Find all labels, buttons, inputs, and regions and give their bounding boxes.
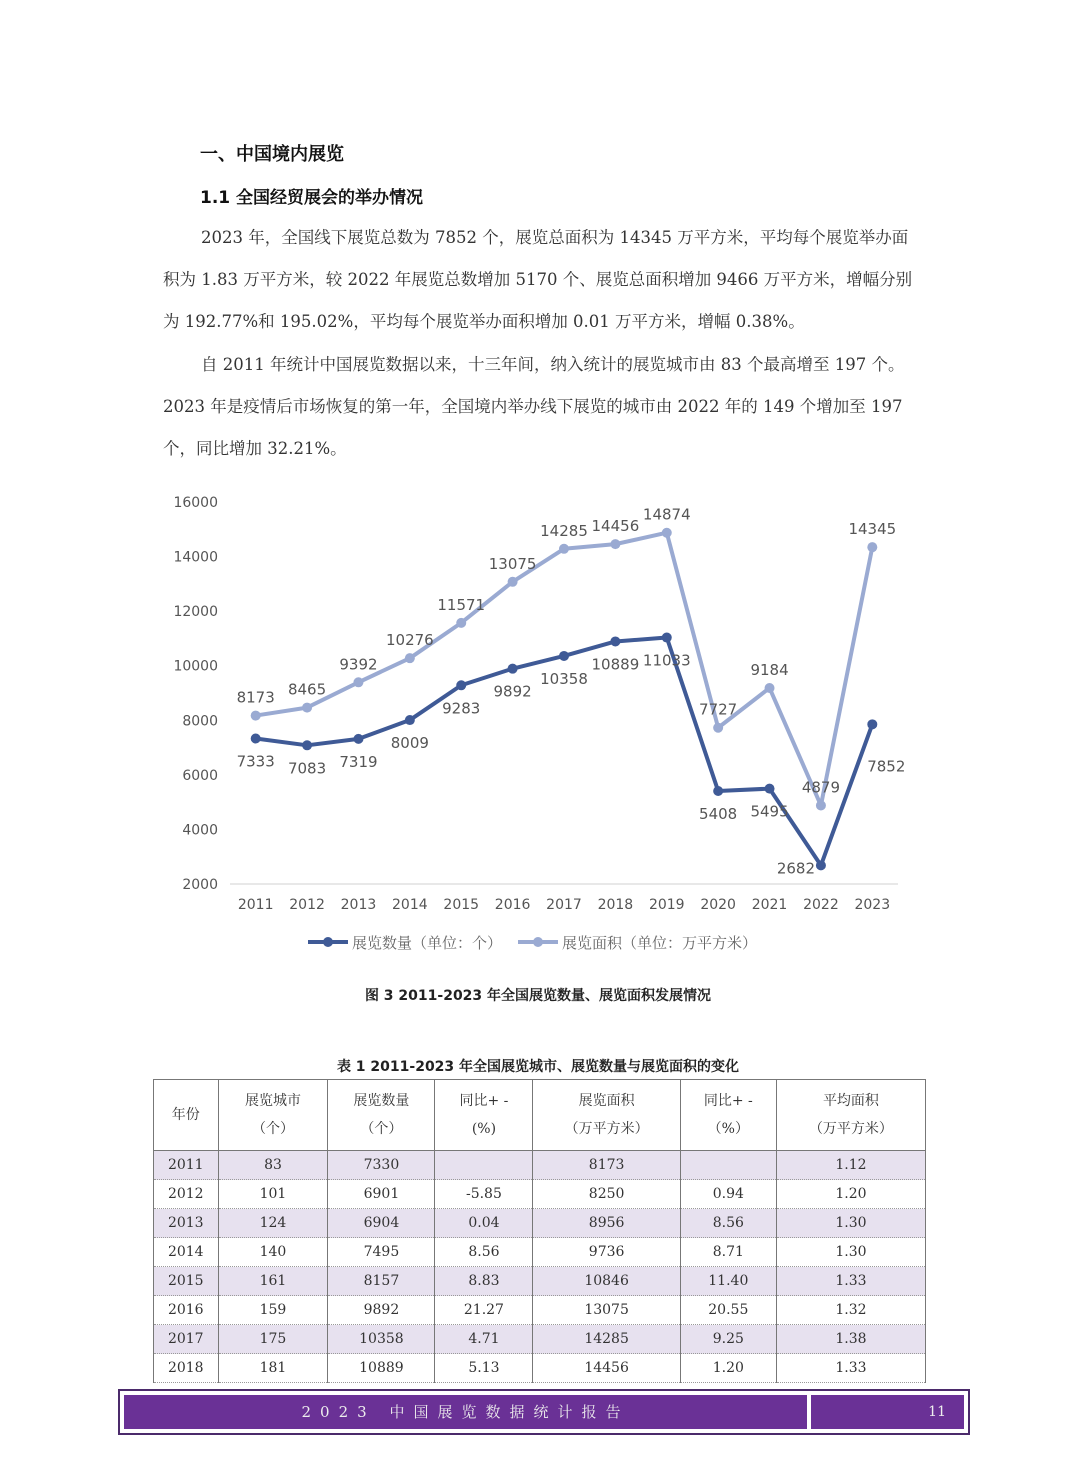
table-cell: 1.20 bbox=[776, 1180, 925, 1209]
figure-caption: 图 3 2011-2023 年全国展览数量、展览面积发展情况 bbox=[364, 988, 712, 1004]
data-point bbox=[508, 664, 518, 674]
table-row bbox=[154, 1209, 926, 1238]
column-header bbox=[776, 1080, 925, 1151]
table-cell: 8157 bbox=[328, 1267, 435, 1296]
table-header-row bbox=[154, 1080, 926, 1151]
data-label: 7333 bbox=[236, 752, 275, 771]
column-header-line2: （个） bbox=[251, 1121, 294, 1137]
table-cell: 10358 bbox=[328, 1325, 435, 1354]
data-point bbox=[353, 734, 363, 744]
column-header-line1: 同比+ - bbox=[703, 1093, 753, 1109]
data-label: 7727 bbox=[699, 700, 738, 719]
data-label: 10889 bbox=[591, 655, 640, 674]
table-row bbox=[154, 1180, 926, 1209]
footer-title: 2023 中国展览数据统计报告 bbox=[124, 1395, 807, 1429]
table-cell: 9.25 bbox=[680, 1325, 776, 1354]
subsection-heading: 1.1 全国经贸展会的举办情况 bbox=[200, 188, 424, 208]
x-tick-label: 2021 bbox=[751, 897, 788, 913]
data-point bbox=[251, 711, 261, 721]
table-cell: 1.30 bbox=[776, 1238, 925, 1267]
table-cell: 14456 bbox=[533, 1354, 680, 1383]
table-row bbox=[154, 1325, 926, 1354]
data-label: 14345 bbox=[848, 520, 897, 539]
data-label: 11571 bbox=[437, 595, 486, 614]
data-point bbox=[867, 542, 877, 552]
data-label: 9283 bbox=[442, 699, 481, 718]
section-heading: 一、中国境内展览 bbox=[200, 144, 344, 165]
x-tick-label: 2020 bbox=[700, 897, 736, 913]
data-point bbox=[610, 636, 620, 646]
table-cell: 1.38 bbox=[776, 1325, 925, 1354]
table-cell: 1.33 bbox=[776, 1354, 925, 1383]
data-point bbox=[816, 860, 826, 870]
x-axis-ticks bbox=[238, 897, 890, 913]
table-cell bbox=[435, 1151, 533, 1180]
data-label: 2682 bbox=[776, 859, 816, 878]
table-cell: 11.40 bbox=[680, 1267, 776, 1296]
column-header-line2: （个） bbox=[360, 1121, 403, 1137]
table-cell: 1.12 bbox=[776, 1151, 925, 1180]
data-label: 7083 bbox=[287, 759, 327, 778]
table-cell: 83 bbox=[218, 1151, 328, 1180]
data-point bbox=[559, 651, 569, 661]
y-tick-label: 10000 bbox=[173, 658, 218, 675]
y-tick-label: 14000 bbox=[173, 549, 218, 566]
column-header-line2: （万平方米） bbox=[808, 1121, 893, 1137]
data-point bbox=[302, 703, 312, 713]
legend-swatch-marker bbox=[323, 937, 333, 947]
column-header-line2: （万平方米） bbox=[564, 1121, 649, 1137]
x-tick-label: 2017 bbox=[546, 897, 582, 913]
column-header-line1: 年份 bbox=[171, 1107, 200, 1123]
table-cell: 5.13 bbox=[435, 1354, 533, 1383]
data-label: 10358 bbox=[540, 669, 588, 688]
table-cell: -5.85 bbox=[435, 1180, 533, 1209]
table-row bbox=[154, 1296, 926, 1325]
data-label: 13075 bbox=[488, 554, 537, 573]
data-point bbox=[456, 618, 466, 628]
data-label: 7852 bbox=[867, 757, 906, 776]
page-number: 11 bbox=[811, 1395, 964, 1429]
table-row bbox=[154, 1151, 926, 1180]
data-label: 14456 bbox=[591, 517, 640, 536]
table-cell: 14285 bbox=[533, 1325, 680, 1354]
data-label: 8173 bbox=[236, 688, 275, 707]
data-point bbox=[251, 733, 261, 743]
x-tick-label: 2023 bbox=[854, 897, 891, 913]
y-tick-label: 6000 bbox=[182, 767, 218, 784]
data-point bbox=[816, 800, 826, 810]
column-header bbox=[218, 1080, 328, 1151]
legend-label: 展览数量（单位：个） bbox=[352, 934, 503, 952]
data-label: 8465 bbox=[287, 680, 327, 699]
column-header bbox=[533, 1080, 680, 1151]
data-point bbox=[610, 539, 620, 549]
data-point bbox=[713, 723, 723, 733]
table-cell: 2012 bbox=[154, 1180, 219, 1209]
table-cell: 13075 bbox=[533, 1296, 680, 1325]
x-tick-label: 2016 bbox=[494, 897, 531, 913]
table-cell: 8.56 bbox=[435, 1238, 533, 1267]
table-cell: 161 bbox=[218, 1267, 328, 1296]
data-point bbox=[713, 786, 723, 796]
paragraph-summary: 2023 年，全国线下展览总数为 7852 个，展览总面积为 14345 万平方米，平均每个展览举办面积为 1.83 万平方米，较 2022 年展览总数增加 5170 个、展览总面积增加 9466 万平方米，增幅分别为 192.77%和 195.02%，平均每个展览举办面积增加 0.01 万平方米，增幅 0.38%。 bbox=[163, 228, 913, 331]
x-tick-label: 2015 bbox=[443, 897, 480, 913]
x-tick-label: 2012 bbox=[289, 897, 325, 913]
x-tick-label: 2018 bbox=[597, 897, 634, 913]
table-cell: 6904 bbox=[328, 1209, 435, 1238]
y-tick-label: 8000 bbox=[182, 713, 218, 730]
column-header bbox=[328, 1080, 435, 1151]
y-tick-label: 12000 bbox=[173, 604, 218, 621]
table-cell: 2018 bbox=[154, 1354, 219, 1383]
table-cell: 2016 bbox=[154, 1296, 219, 1325]
table-cell: 1.33 bbox=[776, 1267, 925, 1296]
data-point bbox=[765, 784, 775, 794]
table-body bbox=[154, 1151, 926, 1383]
table-cell bbox=[680, 1151, 776, 1180]
column-header-line2: (%) bbox=[471, 1121, 497, 1137]
column-header-line1: 平均面积 bbox=[822, 1093, 879, 1109]
y-tick-label: 2000 bbox=[182, 877, 218, 893]
chart-legend bbox=[308, 934, 757, 952]
table-cell: 1.30 bbox=[776, 1209, 925, 1238]
table-cell: 10889 bbox=[328, 1354, 435, 1383]
data-point bbox=[765, 683, 775, 693]
data-point bbox=[559, 544, 569, 554]
data-point bbox=[662, 633, 672, 643]
y-tick-label: 4000 bbox=[182, 822, 218, 839]
table-cell: 8250 bbox=[533, 1180, 680, 1209]
legend-swatch-marker bbox=[533, 937, 543, 947]
table-cell: 10846 bbox=[533, 1267, 680, 1296]
data-point bbox=[508, 577, 518, 587]
table-cell: 1.32 bbox=[776, 1296, 925, 1325]
table-cell: 8.71 bbox=[680, 1238, 776, 1267]
data-label: 5495 bbox=[750, 802, 789, 821]
table-cell: 2017 bbox=[154, 1325, 219, 1354]
data-point bbox=[405, 653, 415, 663]
table-cell: 0.94 bbox=[680, 1180, 776, 1209]
table-title: 表 1 2011-2023 年全国展览城市、展览数量与展览面积的变化 bbox=[336, 1059, 740, 1075]
data-label: 4879 bbox=[801, 778, 841, 797]
data-point bbox=[662, 528, 672, 538]
data-point bbox=[353, 677, 363, 687]
table-cell: 4.71 bbox=[435, 1325, 533, 1354]
data-point bbox=[867, 719, 877, 729]
legend-label: 展览面积（单位：万平方米） bbox=[562, 934, 758, 952]
table-cell: 8.83 bbox=[435, 1267, 533, 1296]
x-tick-label: 2019 bbox=[648, 897, 685, 913]
table-cell: 7495 bbox=[328, 1238, 435, 1267]
table-cell: 8173 bbox=[533, 1151, 680, 1180]
table-cell: 2015 bbox=[154, 1267, 219, 1296]
y-tick-label: 16000 bbox=[173, 495, 218, 511]
x-tick-label: 2011 bbox=[237, 897, 274, 913]
table-row bbox=[154, 1354, 926, 1383]
table-cell: 2013 bbox=[154, 1209, 219, 1238]
x-tick-label: 2014 bbox=[392, 897, 428, 913]
table-cell: 124 bbox=[218, 1209, 328, 1238]
data-label: 14285 bbox=[540, 521, 588, 540]
data-label: 5408 bbox=[699, 805, 738, 824]
table-cell: 181 bbox=[218, 1354, 328, 1383]
data-point bbox=[302, 740, 312, 750]
table-cell: 8.56 bbox=[680, 1209, 776, 1238]
table-cell: 21.27 bbox=[435, 1296, 533, 1325]
data-label: 9892 bbox=[493, 682, 532, 701]
table-row bbox=[154, 1238, 926, 1267]
column-header bbox=[435, 1080, 533, 1151]
table-cell: 159 bbox=[218, 1296, 328, 1325]
data-label: 9184 bbox=[750, 660, 789, 679]
table-cell: 0.04 bbox=[435, 1209, 533, 1238]
column-header-line1: 展览数量 bbox=[353, 1093, 410, 1109]
data-point bbox=[456, 680, 466, 690]
table-cell: 101 bbox=[218, 1180, 328, 1209]
table-cell: 140 bbox=[218, 1238, 328, 1267]
paragraph-cities: 自 2011 年统计中国展览数据以来，十三年间，纳入统计的展览城市由 83 个最高增至 197 个。2023 年是疫情后市场恢复的第一年，全国境内举办线下展览的城市由 2022 年的 149 个增加至 197 个，同比增加 32.21%。 bbox=[163, 355, 905, 458]
column-header-line1: 展览面积 bbox=[578, 1093, 635, 1109]
table-cell: 7330 bbox=[328, 1151, 435, 1180]
page-footer bbox=[118, 1389, 970, 1435]
table-cell: 9736 bbox=[533, 1238, 680, 1267]
data-table bbox=[153, 1079, 926, 1383]
table-cell: 2014 bbox=[154, 1238, 219, 1267]
column-header bbox=[680, 1080, 776, 1151]
table-cell: 6901 bbox=[328, 1180, 435, 1209]
line-chart bbox=[160, 480, 920, 970]
table-cell: 2011 bbox=[154, 1151, 219, 1180]
column-header-line1: 同比+ - bbox=[459, 1093, 509, 1109]
x-tick-label: 2013 bbox=[340, 897, 377, 913]
table-cell: 1.20 bbox=[680, 1354, 776, 1383]
data-label: 8009 bbox=[390, 734, 429, 753]
table-cell: 175 bbox=[218, 1325, 328, 1354]
data-label: 11033 bbox=[642, 651, 691, 670]
x-tick-label: 2022 bbox=[803, 897, 839, 913]
y-axis-ticks bbox=[173, 495, 218, 893]
data-point bbox=[405, 715, 415, 725]
table-row bbox=[154, 1267, 926, 1296]
column-header bbox=[154, 1080, 219, 1151]
table-cell: 8956 bbox=[533, 1209, 680, 1238]
data-label: 10276 bbox=[385, 631, 434, 650]
data-label: 7319 bbox=[339, 752, 378, 771]
table-cell: 9892 bbox=[328, 1296, 435, 1325]
data-label: 14874 bbox=[642, 505, 691, 524]
table-cell: 20.55 bbox=[680, 1296, 776, 1325]
column-header-line1: 展览城市 bbox=[244, 1093, 301, 1109]
column-header-line2: （%） bbox=[707, 1121, 749, 1137]
data-label: 9392 bbox=[339, 655, 378, 674]
